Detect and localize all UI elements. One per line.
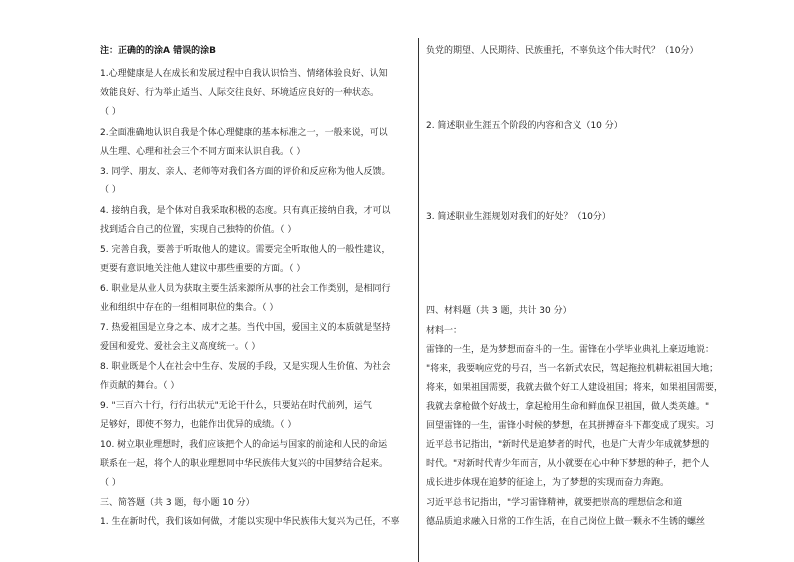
question-4-line-1: 4. 接纳自我，是个体对自我采取积极的态度。只有真正接纳自我，才可以 bbox=[100, 206, 391, 216]
material-1-line-3: 将来，如果祖国需要，我就去做个好工人建设祖国；将来，如果祖国需要， bbox=[426, 383, 724, 393]
material-1-line-5: 回望雷锋的一生，雷锋小时候的梦想，在其拼搏奋斗下都变成了现实。习 bbox=[426, 421, 715, 431]
question-2-line-1: 2.全面准确地认识自我是个体心理健康的基本标准之一，一般来说，可以 bbox=[100, 128, 388, 138]
material-1-line-4: 我就去拿枪做个好战士，拿起枪用生命和鲜血保卫祖国，做人类英雄。" bbox=[426, 402, 710, 412]
question-8-line-1: 8. 职业既是个人在社会中生存、发展的手段，又是实现人生价值、为社会 bbox=[100, 362, 391, 372]
short-question-3: 3. 简述职业生涯规划对我们的好处？（10分） bbox=[426, 212, 611, 222]
question-6-line-1: 6. 职业是从业人员为获取主要生活来源所从事的社会工作类别，是相同行 bbox=[100, 284, 391, 294]
question-5-line-2: 更要有意识地关注他人建议中那些重要的方面。（ ） bbox=[100, 264, 306, 274]
material-1-line-6: 近平总书记指出，"新时代是追梦者的时代，也是广大青少年成就梦想的 bbox=[426, 440, 710, 450]
section-4-heading: 四、材料题（共 3 题，共计 30 分） bbox=[426, 306, 572, 316]
question-7-line-1: 7. 热爱祖国是立身之本、成才之基。当代中国，爱国主义的本质就是坚持 bbox=[100, 323, 391, 333]
question-4-line-2: 找到适合自己的位置，实现自己独特的价值。（ ） bbox=[100, 225, 297, 235]
question-1-line-1: 1.心理健康是人在成长和发展过程中自我认识恰当、情绪体验良好、认知 bbox=[100, 69, 388, 79]
note-line: 注：正确的的涂A 错误的涂B bbox=[100, 46, 216, 56]
material-1-line-8: 成长进步体现在追梦的征途上，为了梦想的实现而奋力奔跑。 bbox=[426, 478, 670, 488]
question-3-line-1: 3. 同学、朋友、亲人、老师等对我们各方面的评价和反应称为他人反馈。 bbox=[100, 167, 391, 177]
question-3-answer: （ ） bbox=[100, 185, 121, 195]
question-7-line-2: 爱国和爱党、爱社会主义高度统一。（ ） bbox=[100, 342, 261, 352]
material-1-line-1: 雷锋的一生，是为梦想而奋斗的一生。雷锋在小学毕业典礼上豪迈地说： bbox=[426, 345, 715, 355]
material-1-line-10: 德品质追求融入日常的工作生活，在自己岗位上做一颗永不生锈的螺丝 bbox=[426, 517, 706, 527]
question-9-line-1: 9. "三百六十行，行行出状元"无论干什么，只要站在时代前列，运气 bbox=[100, 401, 372, 411]
section-3-heading: 三、简答题（共 3 题，每小题 10 分） bbox=[100, 498, 255, 508]
question-5-line-1: 5. 完善自我，要善于听取他人的建议。需要完全听取他人的一般性建议， bbox=[100, 245, 391, 255]
question-9-line-2: 足够好，即使不努力，也能作出优异的成绩。（ ） bbox=[100, 420, 297, 430]
short-question-1-line-2: 负党的期望、人民期待、民族重托，不辜负这个伟大时代？（10分） bbox=[426, 46, 699, 56]
question-10-line-2: 联系在一起，将个人的职业理想同中华民族伟大复兴的中国梦结合起来。 bbox=[100, 459, 389, 469]
material-1-line-2: "将来，我要响应党的号召，当一名新式农民，驾起拖拉机耕耘祖国大地； bbox=[426, 364, 719, 374]
question-10-answer: （ ） bbox=[100, 478, 121, 488]
material-1-line-7: 时代。"对新时代青少年而言，从小就要在心中种下梦想的种子，把个人 bbox=[426, 459, 710, 469]
short-question-1-line-1: 1. 生在新时代，我们该如何做，才能以实现中华民族伟大复兴为己任，不辜 bbox=[100, 517, 400, 527]
question-2-line-2: 从生理、心理和社会三个不同方面来认识自我。（ ） bbox=[100, 147, 306, 157]
question-6-line-2: 业和组织中存在的一组相同职位的集合。（ ） bbox=[100, 303, 279, 313]
material-1-line-9: 习近平总书记指出，"学习雷锋精神，就要把崇高的理想信念和道 bbox=[426, 498, 683, 508]
question-1-answer: （ ） bbox=[100, 107, 121, 117]
question-10-line-1: 10. 树立职业理想时，我们应该把个人的命运与国家的前途和人民的命运 bbox=[100, 440, 388, 450]
material-1-label: 材料一： bbox=[426, 326, 463, 336]
question-1-line-2: 效能良好、行为举止适当、人际交往良好、环境适应良好的一种状态。 bbox=[100, 88, 380, 98]
short-question-2: 2. 简述职业生涯五个阶段的内容和含义（10 分） bbox=[426, 121, 623, 131]
column-divider bbox=[418, 38, 419, 562]
question-8-line-2: 作贡献的舞台。（ ） bbox=[100, 381, 180, 391]
